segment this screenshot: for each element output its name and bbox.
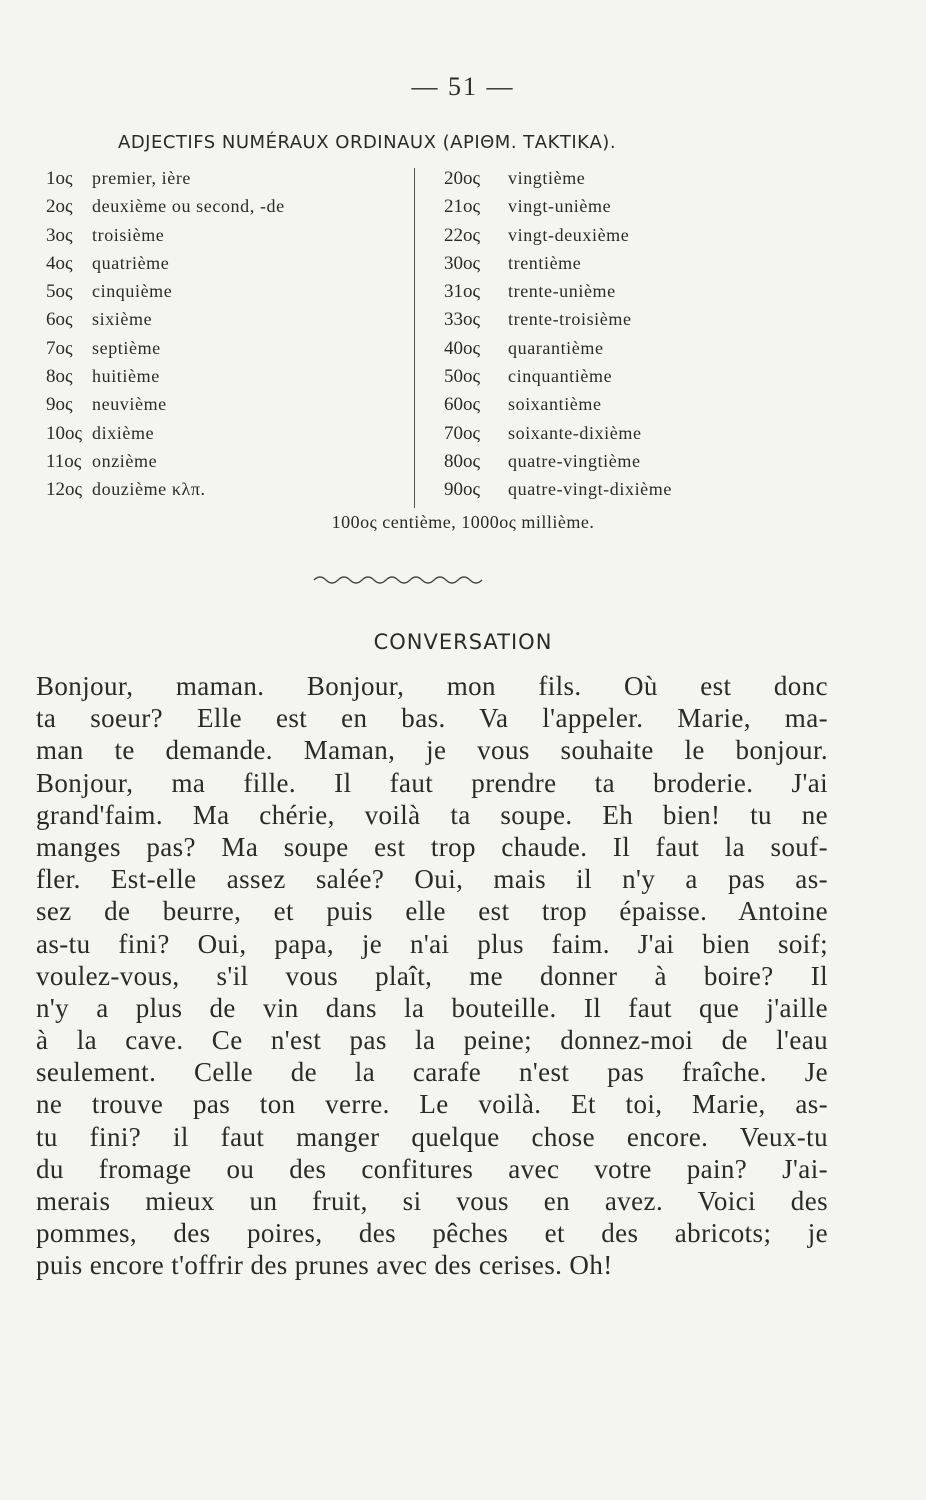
ordinal-word: quatre-vingtième xyxy=(508,450,641,471)
ordinal-word: neuvième xyxy=(92,394,167,415)
ordinal-word: vingt-unième xyxy=(508,196,612,217)
ordinal-word: dixième xyxy=(92,422,155,443)
ordinal-word: deuxième ou second, -de xyxy=(92,196,285,217)
ordinal-number: 20ος xyxy=(444,168,481,189)
ordinal-number: 50ος xyxy=(444,366,481,388)
ordinals-heading: ADJECTIFS NUMÉRAUX ORDINAUX (ΑΡΙΘΜ. ΤΑΚΤΙΚΑ). xyxy=(118,132,617,153)
ordinal-word: trente-troisième xyxy=(508,309,632,330)
ornament-divider xyxy=(312,572,492,586)
text-line: tu fini? il faut manger quelque chose encore. Veux-tu xyxy=(36,1121,828,1152)
ordinal-row xyxy=(444,479,744,507)
ordinal-number: 70ος xyxy=(444,422,481,444)
ordinal-row xyxy=(444,394,744,422)
text-line: puis encore t'offrir des prunes avec des cerises. Oh! xyxy=(36,1250,613,1281)
ordinal-number: 21ος xyxy=(444,196,481,218)
ordinal-row xyxy=(46,225,416,253)
ordinals-left-column xyxy=(46,168,416,508)
ordinal-number: 5ος xyxy=(46,281,73,303)
ordinal-number: 60ος xyxy=(444,394,481,416)
ordinal-number: 90ος xyxy=(444,479,481,501)
ordinal-word: quatre-vingt-dixième xyxy=(508,479,672,500)
ordinal-row xyxy=(444,281,744,309)
text-line: Bonjour, maman. Bonjour, mon fils. Où est donc xyxy=(36,671,828,701)
page-number: — 51 — xyxy=(411,72,515,101)
ordinal-row xyxy=(46,309,416,337)
text-line: sez de beurre, et puis elle est trop épaisse. Antoine xyxy=(36,896,828,927)
ordinal-number: 22ος xyxy=(444,224,481,246)
ordinal-row xyxy=(444,338,744,366)
ordinal-row xyxy=(444,168,744,196)
ordinal-row xyxy=(444,451,744,479)
ordinal-row xyxy=(46,281,416,309)
ordinal-word: premier, ière xyxy=(92,168,192,188)
ordinal-word: onzième xyxy=(92,450,158,471)
ordinal-number: 40ος xyxy=(444,337,481,359)
ordinal-number: 31ος xyxy=(444,281,481,303)
text-line: ne trouve pas ton verre. Le voilà. Et toi, Marie, as- xyxy=(36,1089,828,1120)
ordinal-word: huitième xyxy=(92,366,160,387)
ordinal-word: soixantième xyxy=(508,394,602,415)
ordinals-right-column xyxy=(444,168,744,508)
ordinal-number: 1ος xyxy=(46,168,73,189)
ordinal-word: cinquantième xyxy=(508,366,613,387)
ordinal-word: sixième xyxy=(92,309,153,330)
ordinal-number: 3ος xyxy=(46,224,73,246)
ordinal-number: 10ος xyxy=(46,422,83,444)
ordinal-word: vingt-deuxième xyxy=(508,224,630,245)
ordinal-row xyxy=(444,225,744,253)
ordinal-number: 8ος xyxy=(46,366,73,388)
conversation-title: CONVERSATION xyxy=(373,630,553,654)
text-line: grand'faim. Ma chérie, voilà ta soupe. Eh bien! tu ne xyxy=(36,799,828,830)
ordinal-word: trente-unième xyxy=(508,281,616,302)
text-line: n'y a plus de vin dans la bouteille. Il faut que j'aille xyxy=(36,992,828,1023)
ordinal-row xyxy=(46,168,416,196)
ordinal-row xyxy=(46,451,416,479)
ordinal-number: 7ος xyxy=(46,337,73,359)
ordinal-row xyxy=(46,394,416,422)
ordinal-number: 4ος xyxy=(46,252,73,274)
ordinal-row xyxy=(46,479,416,507)
ordinal-row xyxy=(444,196,744,224)
ordinals-footnote: 100ος centième, 1000ος millième. xyxy=(331,512,595,532)
ordinal-word: quatrième xyxy=(92,252,170,273)
text-line: manges pas? Ma soupe est trop chaude. Il faut la souf- xyxy=(36,831,828,862)
ordinal-row xyxy=(46,366,416,394)
text-line: fler. Est-elle assez salée? Oui, mais il n'y a pas as- xyxy=(36,864,828,895)
ordinal-row xyxy=(444,366,744,394)
ordinal-word: douzième κλπ. xyxy=(92,479,206,500)
ordinal-row xyxy=(46,196,416,224)
text-line: Bonjour, ma fille. Il faut prendre ta broderie. J'ai xyxy=(36,767,828,798)
ordinal-row xyxy=(444,423,744,451)
text-line: man te demande. Maman, je vous souhaite le bonjour. xyxy=(36,735,828,766)
ordinal-word: cinquième xyxy=(92,281,173,302)
text-line: voulez-vous, s'il vous plaît, me donner à boire? Il xyxy=(36,960,828,991)
ordinal-word: vingtième xyxy=(508,168,586,188)
text-line: du fromage ou des confitures avec votre pain? J'ai- xyxy=(36,1153,828,1184)
ordinal-number: 11ος xyxy=(46,450,82,472)
text-line: ta soeur? Elle est en bas. Va l'appeler. Marie, ma- xyxy=(36,703,828,734)
ordinal-number: 33ος xyxy=(444,309,481,331)
ordinal-word: soixante-dixième xyxy=(508,422,642,443)
text-line: merais mieux un fruit, si vous en avez. Voici des xyxy=(36,1186,828,1216)
ordinal-word: troisième xyxy=(92,224,165,245)
ordinal-number: 12ος xyxy=(46,479,83,501)
ordinal-word: quarantième xyxy=(508,337,604,358)
conversation-text xyxy=(36,670,828,1282)
text-line: à la cave. Ce n'est pas la peine; donnez-moi de l'eau xyxy=(36,1025,828,1056)
text-line: seulement. Celle de la carafe n'est pas fraîche. Je xyxy=(36,1057,828,1088)
ordinal-number: 80ος xyxy=(444,450,481,472)
ordinal-word: trentième xyxy=(508,252,582,273)
ordinal-row xyxy=(444,309,744,337)
ordinal-number: 6ος xyxy=(46,309,73,331)
ordinal-row xyxy=(444,253,744,281)
ordinal-word: septième xyxy=(92,337,161,358)
column-divider xyxy=(414,168,415,508)
text-line: as-tu fini? Oui, papa, je n'ai plus faim. J'ai bien soif; xyxy=(36,928,828,959)
text-line: pommes, des poires, des pêches et des abricots; je xyxy=(36,1218,828,1249)
ordinal-number: 9ος xyxy=(46,394,73,416)
ordinal-row xyxy=(46,338,416,366)
ordinal-row xyxy=(46,253,416,281)
ordinal-row xyxy=(46,423,416,451)
ordinal-number: 2ος xyxy=(46,196,73,218)
ordinal-number: 30ος xyxy=(444,252,481,274)
